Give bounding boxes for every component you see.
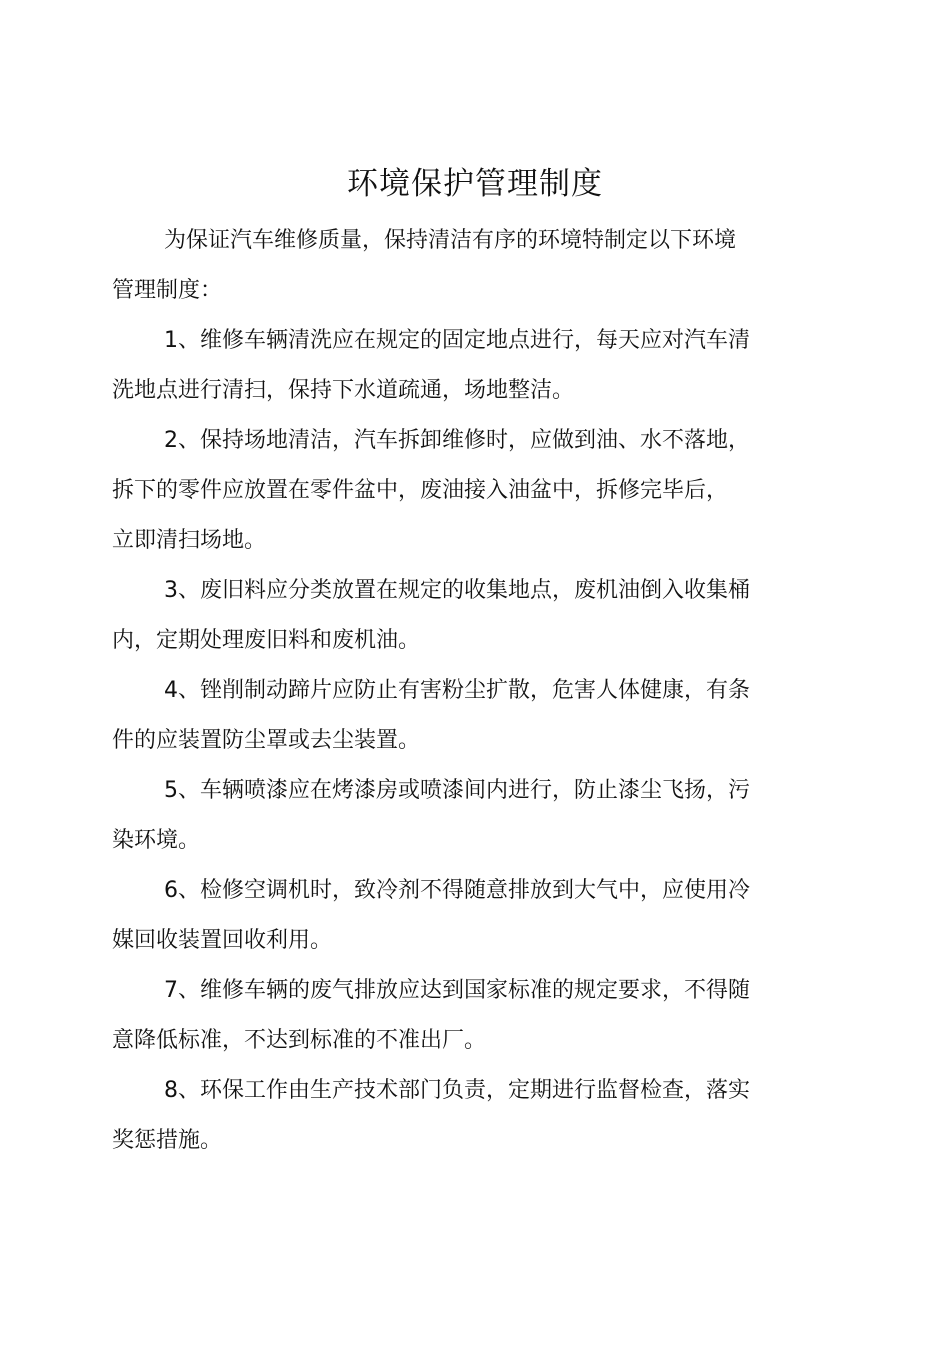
rule-item-line: 件的应装置防尘罩或去尘装置。 xyxy=(112,728,421,753)
intro-line-1: 为保证汽车维修质量，保持清洁有序的环境特制定以下环境 xyxy=(164,228,737,253)
rule-item-line: 奖惩措施。 xyxy=(112,1128,223,1153)
rule-item-line: 内，定期处理废旧料和废机油。 xyxy=(112,628,421,653)
rule-item-line: 洗地点进行清扫，保持下水道疏通，场地整洁。 xyxy=(112,378,575,403)
rule-item-line: 7、维修车辆的废气排放应达到国家标准的规定要求，不得随 xyxy=(164,978,750,1003)
document-body xyxy=(112,216,772,1166)
rule-item-line: 立即清扫场地。 xyxy=(112,528,267,553)
intro-line-2: 管理制度： xyxy=(112,278,223,303)
rule-item-6 xyxy=(112,866,772,966)
rule-item-line: 拆下的零件应放置在零件盆中，废油接入油盆中，拆修完毕后， xyxy=(112,478,729,503)
rule-item-5 xyxy=(112,766,772,866)
rule-item-line: 意降低标准，不达到标准的不准出厂。 xyxy=(112,1028,487,1053)
rule-item-8 xyxy=(112,1066,772,1166)
intro-paragraph xyxy=(112,216,772,316)
rule-item-line: 媒回收装置回收利用。 xyxy=(112,928,333,953)
rule-item-3 xyxy=(112,566,772,666)
rule-item-line: 染环境。 xyxy=(112,828,201,853)
rule-item-line: 5、车辆喷漆应在烤漆房或喷漆间内进行，防止漆尘飞扬，污 xyxy=(164,778,750,803)
document-title: 环境保护管理制度 xyxy=(347,166,603,202)
rule-item-7 xyxy=(112,966,772,1066)
rule-item-2 xyxy=(112,416,772,566)
rule-item-line: 1、维修车辆清洗应在规定的固定地点进行，每天应对汽车清 xyxy=(164,328,750,353)
rule-item-line: 8、环保工作由生产技术部门负责，定期进行监督检查，落实 xyxy=(164,1078,750,1103)
rule-item-1 xyxy=(112,316,772,416)
rule-item-line: 6、检修空调机时，致冷剂不得随意排放到大气中，应使用冷 xyxy=(164,878,750,903)
rule-item-4 xyxy=(112,666,772,766)
rule-item-line: 2、保持场地清洁，汽车拆卸维修时，应做到油、水不落地， xyxy=(164,428,750,453)
rule-item-line: 4、锉削制动蹄片应防止有害粉尘扩散，危害人体健康，有条 xyxy=(164,678,750,703)
rule-item-line: 3、废旧料应分类放置在规定的收集地点，废机油倒入收集桶 xyxy=(164,578,750,603)
